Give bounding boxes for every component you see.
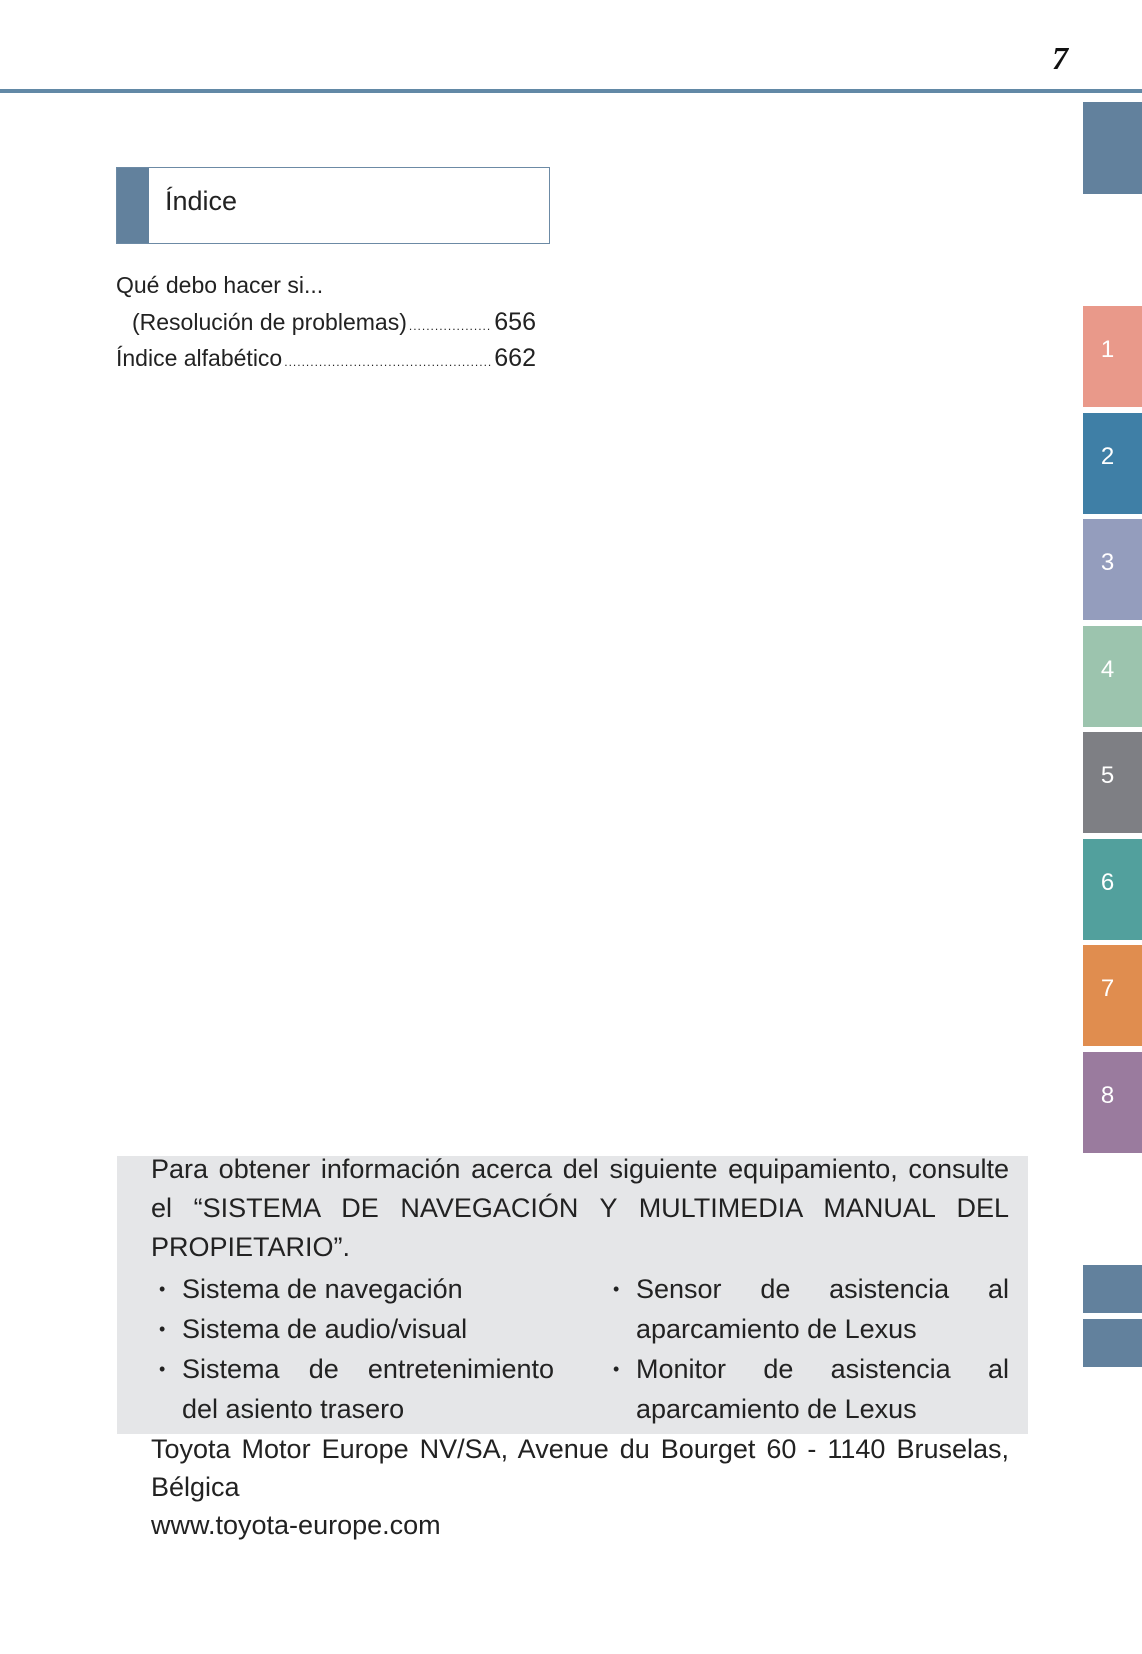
chapter-tab-6[interactable] (1083, 839, 1142, 940)
index-side-tab-lower[interactable] (1083, 1319, 1142, 1367)
list-item: • Sistema de audio/visual (151, 1309, 554, 1349)
chapter-tab-label: 6 (1100, 869, 1115, 896)
chapter-tab-label: 7 (1100, 975, 1115, 1002)
list-item: • Monitor de asistencia al aparcamiento de Lexus (605, 1349, 1009, 1429)
chapter-tab-1[interactable] (1083, 306, 1142, 407)
chapter-tab-8[interactable] (1083, 1052, 1142, 1153)
leader-dots (284, 355, 492, 369)
chapter-tab-label: 8 (1100, 1082, 1115, 1109)
toc-page-number: 656 (494, 308, 536, 336)
publisher-website[interactable]: www.toyota-europe.com (151, 1510, 441, 1540)
chapter-tab-3[interactable] (1083, 519, 1142, 620)
chapter-tab-label: 4 (1100, 656, 1115, 683)
page-number: 7 (1052, 40, 1068, 76)
toc-entry-troubleshooting-heading[interactable] (116, 272, 536, 308)
bullet-list-left (151, 1269, 554, 1429)
toc-entry-label: Qué debo hacer si... (116, 272, 324, 298)
toc-page-number: 662 (494, 344, 536, 372)
section-header-bar (117, 168, 149, 243)
header-rule (0, 89, 1142, 93)
publisher-info (151, 1430, 1009, 1544)
chapter-tab-label: 3 (1100, 549, 1115, 576)
chapter-tab-5[interactable] (1083, 732, 1142, 833)
table-of-contents (116, 272, 536, 380)
bullet-list-right (605, 1269, 1009, 1429)
chapter-tab-2[interactable] (1083, 413, 1142, 514)
section-header (116, 167, 550, 244)
chapter-tab-label: 1 (1100, 336, 1115, 363)
toc-entry-troubleshooting[interactable] (116, 308, 536, 344)
chapter-tab-7[interactable] (1083, 945, 1142, 1046)
list-item: • Sistema de navegación (151, 1269, 554, 1309)
note-intro: Para obtener información acerca del siguiente equipamiento, consulte el “SISTEMA DE NAVEGACIÓN Y MULTIMEDIA MANUAL DEL PROPIETARIO”. (151, 1154, 1009, 1262)
list-item: • Sistema de entretenimiento del asiento trasero (151, 1349, 554, 1429)
top-side-tab[interactable] (1083, 102, 1142, 194)
toc-entry-alphabetical-index[interactable] (116, 344, 536, 380)
leader-dots (409, 319, 492, 333)
index-side-tab-upper[interactable] (1083, 1265, 1142, 1313)
list-item: • Sensor de asistencia al aparcamiento de Lexus (605, 1269, 1009, 1349)
toc-entry-label: (Resolución de problemas) (132, 309, 407, 335)
section-title: Índice (165, 186, 238, 216)
chapter-tab-4[interactable] (1083, 626, 1142, 727)
chapter-tab-label: 5 (1100, 762, 1115, 789)
toc-entry-label: Índice alfabético (116, 345, 283, 371)
publisher-address: Toyota Motor Europe NV/SA, Avenue du Bourget 60 - 1140 Bruselas, Bélgica (151, 1434, 1009, 1502)
chapter-tab-label: 2 (1100, 443, 1115, 470)
